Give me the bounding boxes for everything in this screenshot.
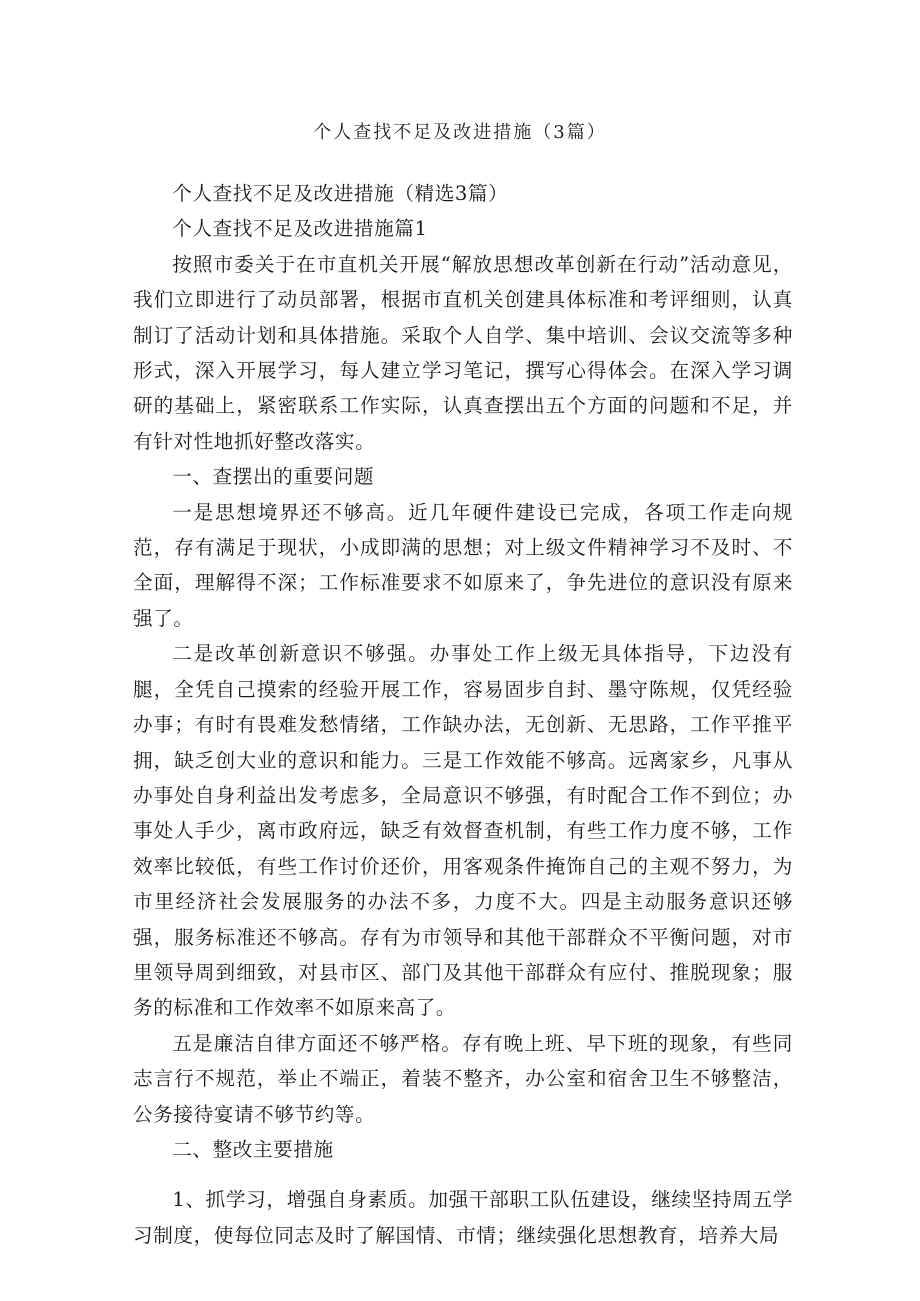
- paragraph-problem-2-4: 二是改革创新意识不够强。办事处工作上级无具体指导，下边没有腿，全凭自己摸索的经验开展工作，容易固步自封、墨守陈规，仅凭经验办事；有时有畏难发愁情绪，工作缺办法，无创新、无思路，工作平推平拥，缺乏创大业的意识和能力。三是工作效能不够高。远离家乡，凡事从办事处自身利益出发考虑多，全局意识不够强，有时配合工作不到位；办事处人手少，离市政府远，缺乏有效督查机制，有些工作力度不够，工作效率比较低，有些工作讨价还价，用客观条件掩饰自己的主观不努力，为市里经济社会发展服务的办法不多，力度不大。四是主动服务意识还够强，服务标准还不够高。存有为市领导和其他干部群众不平衡问题，对市里领导周到细致，对县市区、部门及其他干部群众有应付、推脱现象；服务的标准和工作效率不如原来高了。: [133, 642, 793, 1020]
- paragraph-intro: 按照市委关于在市直机关开展“解放思想改革创新在行动”活动意见，我们立即进行了动员部署，根据市直机关创建具体标准和考评细则，认真制订了活动计划和具体措施。采取个人自学、集中培训、会议交流等多种形式，深入开展学习，每人建立学习笔记，撰写心得体会。在深入学习调研的基础上，紧密联系工作实际，认真查摆出五个方面的问题和不足，并有针对性地抓好整改落实。: [133, 252, 793, 453]
- paragraph-measure-1: 1、抓学习，增强自身素质。加强干部职工队伍建设，继续坚持周五学习制度，使每位同志及时了解国情、市情；继续强化思想教育，培养大局: [133, 1188, 793, 1247]
- paragraph-problem-1: 一是思想境界还不够高。近几年硬件建设已完成，各项工作走向规范，存有满足于现状，小成即满的思想；对上级文件精神学习不及时、不全面，理解得不深；工作标准要求不如原来了，争先进位的意识没有原来强了。: [133, 500, 793, 630]
- section-heading: 个人查找不足及改进措施篇1: [172, 217, 428, 241]
- document-subtitle: 个人查找不足及改进措施（精选3篇）: [172, 182, 509, 205]
- heading-problems: 一、查摆出的重要问题: [172, 465, 375, 489]
- document-body: [133, 176, 793, 1253]
- paragraph-problem-5: 五是廉洁自律方面还不够严格。存有晚上班、早下班的现象，有些同志言行不规范，举止不端正，着装不整齐，办公室和宿舍卫生不够整洁，公务接待宴请不够节约等。: [133, 1031, 793, 1126]
- document-title: 个人查找不足及改进措施（3篇）: [313, 122, 607, 143]
- heading-measures: 二、整改主要措施: [172, 1137, 334, 1161]
